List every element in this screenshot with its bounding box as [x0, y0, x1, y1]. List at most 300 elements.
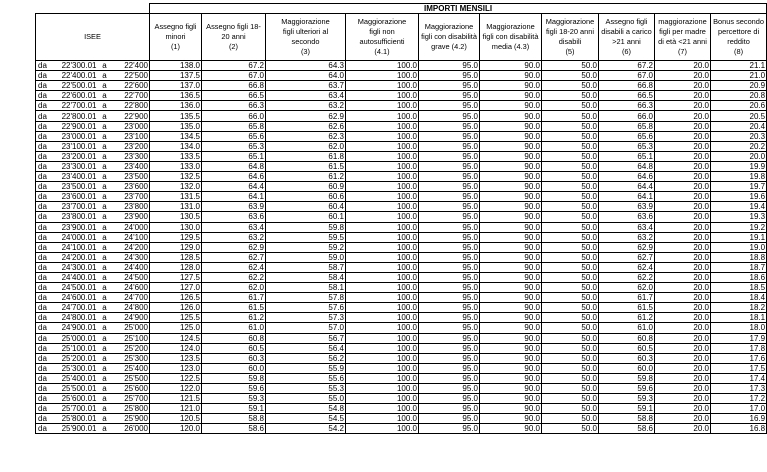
amount-cell: 65.6 [202, 131, 266, 141]
amount-cell: 18.7 [711, 262, 767, 272]
amount-cell: 60.9 [266, 182, 346, 192]
amount-cell: 63.4 [266, 91, 346, 101]
isee-a: a [98, 182, 112, 192]
amount-cell: 62.6 [266, 121, 346, 131]
amount-cell: 90.0 [480, 363, 542, 373]
amount-cell: 62.9 [266, 111, 346, 121]
isee-da: da [36, 61, 56, 71]
amount-cell: 61.5 [266, 161, 346, 171]
amount-cell: 20.0 [655, 272, 711, 282]
amount-cell: 20.0 [655, 303, 711, 313]
amount-cell: 95.0 [419, 121, 480, 131]
table-row [36, 131, 767, 141]
amount-cell: 95.0 [419, 131, 480, 141]
amount-cell: 20.0 [655, 172, 711, 182]
amount-cell: 100.0 [346, 353, 419, 363]
amount-cell: 57.8 [266, 293, 346, 303]
isee-a: a [98, 303, 112, 313]
amount-cell: 90.0 [480, 222, 542, 232]
amount-cell: 95.0 [419, 71, 480, 81]
amount-cell: 95.0 [419, 242, 480, 252]
column-header-1 [150, 14, 202, 61]
amount-cell: 100.0 [346, 192, 419, 202]
amount-cell: 20.0 [655, 232, 711, 242]
isee-a: a [98, 242, 112, 252]
table-row [36, 242, 767, 252]
isee-da: da [36, 111, 56, 121]
amount-cell: 20.3 [711, 131, 767, 141]
column-header-line: grave (4.2) [431, 42, 467, 51]
amount-cell: 20.0 [711, 151, 767, 161]
amount-cell: 20.0 [655, 262, 711, 272]
amount-cell: 95.0 [419, 262, 480, 272]
isee-from: 25'000.01 [56, 333, 98, 343]
column-header-5 [419, 14, 480, 61]
amount-cell: 50.0 [542, 131, 599, 141]
amount-cell: 62.2 [599, 272, 655, 282]
amount-cell: 90.0 [480, 414, 542, 424]
amount-cell: 20.0 [655, 81, 711, 91]
isee-from: 25'800.01 [56, 414, 98, 424]
amount-cell: 50.0 [542, 121, 599, 131]
table-row [36, 141, 767, 151]
amount-cell: 50.0 [542, 172, 599, 182]
table-row [36, 373, 767, 383]
amount-cell: 95.0 [419, 172, 480, 182]
column-header-4 [346, 14, 419, 61]
isee-from: 23'500.01 [56, 182, 98, 192]
isee-da: da [36, 404, 56, 414]
isee-from: 24'200.01 [56, 252, 98, 262]
title-spacer [36, 4, 150, 14]
amount-cell: 90.0 [480, 71, 542, 81]
amount-cell: 50.0 [542, 111, 599, 121]
amount-cell: 64.6 [202, 172, 266, 182]
isee-from: 24'700.01 [56, 303, 98, 313]
isee-da: da [36, 141, 56, 151]
amount-cell: 20.0 [655, 333, 711, 343]
isee-from: 23'400.01 [56, 172, 98, 182]
amount-cell: 19.8 [711, 172, 767, 182]
amount-cell: 19.1 [711, 232, 767, 242]
column-header-line: Bonus secondo [713, 17, 765, 26]
table-row [36, 202, 767, 212]
amount-cell: 60.0 [202, 363, 266, 373]
amount-cell: 20.5 [711, 111, 767, 121]
column-header-6 [480, 14, 542, 61]
column-header-line: autosufficienti [359, 37, 405, 46]
isee-from: 23'200.01 [56, 151, 98, 161]
isee-a: a [98, 313, 112, 323]
isee-a: a [98, 141, 112, 151]
amount-cell: 90.0 [480, 384, 542, 394]
amount-cell: 17.3 [711, 384, 767, 394]
amount-cell: 100.0 [346, 212, 419, 222]
isee-from: 22'700.01 [56, 101, 98, 111]
amount-cell: 20.0 [655, 353, 711, 363]
isee-to: 25'600 [112, 384, 150, 394]
isee-da: da [36, 353, 56, 363]
amount-cell: 50.0 [542, 202, 599, 212]
amount-cell: 59.1 [599, 404, 655, 414]
column-header-line: Maggiorazione [357, 17, 407, 26]
table-row [36, 81, 767, 91]
amount-cell: 125.5 [150, 313, 202, 323]
amount-cell: 124.0 [150, 343, 202, 353]
amount-cell: 16.9 [711, 414, 767, 424]
amount-cell: 65.3 [599, 141, 655, 151]
isee-a: a [98, 262, 112, 272]
isee-from: 24'300.01 [56, 262, 98, 272]
amount-cell: 20.0 [655, 313, 711, 323]
amount-cell: 100.0 [346, 414, 419, 424]
amount-cell: 58.1 [266, 283, 346, 293]
amount-cell: 90.0 [480, 424, 542, 434]
isee-from: 23'100.01 [56, 141, 98, 151]
amount-cell: 95.0 [419, 373, 480, 383]
amount-cell: 90.0 [480, 303, 542, 313]
amount-cell: 65.8 [202, 121, 266, 131]
isee-to: 25'900 [112, 414, 150, 424]
amount-cell: 66.0 [599, 111, 655, 121]
amount-cell: 62.7 [599, 252, 655, 262]
amount-cell: 50.0 [542, 192, 599, 202]
amount-cell: 61.0 [202, 323, 266, 333]
amount-cell: 50.0 [542, 222, 599, 232]
amount-cell: 67.0 [599, 71, 655, 81]
table-row [36, 192, 767, 202]
column-header-line: (4.1) [374, 47, 390, 56]
amount-cell: 19.2 [711, 222, 767, 232]
table-row [36, 404, 767, 414]
amount-cell: 61.2 [599, 313, 655, 323]
amount-cell: 58.4 [266, 272, 346, 282]
amount-cell: 20.0 [655, 151, 711, 161]
isee-da: da [36, 303, 56, 313]
amount-cell: 19.6 [711, 192, 767, 202]
amount-cell: 67.2 [599, 61, 655, 71]
amount-cell: 18.0 [711, 323, 767, 333]
amount-cell: 90.0 [480, 91, 542, 101]
amount-cell: 90.0 [480, 394, 542, 404]
amount-cell: 95.0 [419, 192, 480, 202]
amount-cell: 61.2 [266, 172, 346, 182]
amount-cell: 59.0 [266, 252, 346, 262]
amount-cell: 20.0 [655, 283, 711, 293]
amount-cell: 50.0 [542, 313, 599, 323]
isee-to: 23'900 [112, 212, 150, 222]
amount-cell: 20.0 [655, 91, 711, 101]
isee-a: a [98, 394, 112, 404]
amount-cell: 64.6 [599, 172, 655, 182]
column-header-line: disabili a carico [601, 27, 652, 36]
amount-cell: 17.8 [711, 343, 767, 353]
isee-da: da [36, 121, 56, 131]
amount-cell: 62.2 [202, 272, 266, 282]
amount-cell: 90.0 [480, 293, 542, 303]
amount-cell: 129.5 [150, 232, 202, 242]
isee-a: a [98, 172, 112, 182]
amount-cell: 66.8 [599, 81, 655, 91]
isee-to: 25'700 [112, 394, 150, 404]
column-header-line: reddito [727, 37, 750, 46]
amount-cell: 20.0 [655, 363, 711, 373]
amount-cell: 134.0 [150, 141, 202, 151]
isee-to: 22'600 [112, 81, 150, 91]
amount-cell: 136.0 [150, 101, 202, 111]
amount-cell: 100.0 [346, 283, 419, 293]
column-header-line: maggiorazione [658, 17, 707, 26]
amount-cell: 20.0 [655, 424, 711, 434]
isee-a: a [98, 404, 112, 414]
amount-cell: 100.0 [346, 384, 419, 394]
amount-cell: 90.0 [480, 333, 542, 343]
isee-a: a [98, 323, 112, 333]
isee-da: da [36, 373, 56, 383]
table-row [36, 222, 767, 232]
amount-cell: 65.8 [599, 121, 655, 131]
amount-cell: 20.0 [655, 404, 711, 414]
table-row [36, 71, 767, 81]
amount-cell: 58.6 [202, 424, 266, 434]
amount-cell: 20.2 [711, 141, 767, 151]
column-header-line: Assegno figli 18- [206, 22, 261, 31]
amount-cell: 50.0 [542, 151, 599, 161]
amount-cell: 67.2 [202, 61, 266, 71]
table-body [36, 61, 767, 434]
amount-cell: 63.4 [599, 222, 655, 232]
amount-cell: 66.3 [599, 101, 655, 111]
isee-from: 23'900.01 [56, 222, 98, 232]
isee-da: da [36, 262, 56, 272]
amount-cell: 65.6 [599, 131, 655, 141]
isee-da: da [36, 161, 56, 171]
isee-da: da [36, 81, 56, 91]
table-row [36, 424, 767, 434]
isee-from: 24'400.01 [56, 272, 98, 282]
column-header-9 [655, 14, 711, 61]
amount-cell: 100.0 [346, 303, 419, 313]
amount-cell: 50.0 [542, 81, 599, 91]
isee-da: da [36, 131, 56, 141]
amount-cell: 20.4 [711, 121, 767, 131]
amount-cell: 95.0 [419, 151, 480, 161]
amount-cell: 20.9 [711, 81, 767, 91]
isee-to: 22'700 [112, 91, 150, 101]
isee-to: 25'500 [112, 373, 150, 383]
amount-cell: 90.0 [480, 161, 542, 171]
table-row [36, 232, 767, 242]
amount-cell: 60.0 [599, 363, 655, 373]
isee-da: da [36, 182, 56, 192]
isee-da: da [36, 151, 56, 161]
amount-cell: 95.0 [419, 61, 480, 71]
amount-cell: 126.0 [150, 303, 202, 313]
isee-to: 24'700 [112, 293, 150, 303]
isee-to: 23'400 [112, 161, 150, 171]
amount-cell: 123.5 [150, 353, 202, 363]
amount-cell: 63.2 [202, 232, 266, 242]
column-header-line: (2) [228, 42, 239, 51]
amount-cell: 90.0 [480, 242, 542, 252]
isee-from: 23'300.01 [56, 161, 98, 171]
isee-to: 23'200 [112, 141, 150, 151]
amount-cell: 95.0 [419, 161, 480, 171]
amount-cell: 64.8 [202, 161, 266, 171]
isee-a: a [98, 363, 112, 373]
column-header-line: figli ulteriori al [282, 27, 329, 36]
isee-to: 22'500 [112, 71, 150, 81]
isee-da: da [36, 293, 56, 303]
isee-from: 25'600.01 [56, 394, 98, 404]
amount-cell: 20.0 [655, 141, 711, 151]
table-row [36, 414, 767, 424]
amount-cell: 50.0 [542, 101, 599, 111]
column-header-line: di età <21 anni [658, 37, 707, 46]
amount-cell: 100.0 [346, 182, 419, 192]
amount-cell: 20.0 [655, 121, 711, 131]
amount-cell: 50.0 [542, 262, 599, 272]
amount-cell: 61.5 [599, 303, 655, 313]
amount-cell: 58.8 [202, 414, 266, 424]
amount-cell: 100.0 [346, 333, 419, 343]
amount-cell: 137.5 [150, 71, 202, 81]
column-header-line: figli con disabilità [482, 32, 539, 41]
amount-cell: 135.0 [150, 121, 202, 131]
amount-cell: 20.6 [711, 101, 767, 111]
amount-cell: 54.2 [266, 424, 346, 434]
amount-cell: 59.8 [266, 222, 346, 232]
amount-cell: 59.8 [599, 373, 655, 383]
amount-cell: 18.6 [711, 272, 767, 282]
amount-cell: 54.8 [266, 404, 346, 414]
column-header-line: >21 anni [612, 37, 641, 46]
column-header-line: figli con disabilità [421, 32, 477, 41]
table-row [36, 101, 767, 111]
amount-cell: 95.0 [419, 141, 480, 151]
isee-from: 25'200.01 [56, 353, 98, 363]
amount-cell: 66.5 [202, 91, 266, 101]
isee-da: da [36, 222, 56, 232]
amount-cell: 55.0 [266, 394, 346, 404]
amount-cell: 54.5 [266, 414, 346, 424]
amount-cell: 20.0 [655, 131, 711, 141]
amount-cell: 100.0 [346, 151, 419, 161]
amount-cell: 100.0 [346, 293, 419, 303]
amount-cell: 20.0 [655, 61, 711, 71]
isee-a: a [98, 343, 112, 353]
amount-cell: 50.0 [542, 303, 599, 313]
amount-cell: 55.9 [266, 363, 346, 373]
amount-cell: 90.0 [480, 131, 542, 141]
amount-cell: 132.0 [150, 182, 202, 192]
isee-from: 22'800.01 [56, 111, 98, 121]
amount-cell: 66.5 [599, 91, 655, 101]
amount-cell: 62.3 [266, 131, 346, 141]
amount-cell: 20.0 [655, 192, 711, 202]
amount-cell: 50.0 [542, 414, 599, 424]
amount-cell: 60.3 [599, 353, 655, 363]
column-header-line: Maggiorazione [424, 22, 474, 31]
amount-cell: 50.0 [542, 272, 599, 282]
isee-da: da [36, 363, 56, 373]
amount-cell: 90.0 [480, 141, 542, 151]
amount-cell: 65.3 [202, 141, 266, 151]
isee-to: 24'200 [112, 242, 150, 252]
amount-cell: 137.0 [150, 81, 202, 91]
amount-cell: 127.5 [150, 272, 202, 282]
table-row [36, 252, 767, 262]
amount-cell: 95.0 [419, 182, 480, 192]
amount-cell: 95.0 [419, 343, 480, 353]
amount-cell: 60.3 [202, 353, 266, 363]
amount-cell: 95.0 [419, 384, 480, 394]
amount-cell: 100.0 [346, 202, 419, 212]
isee-to: 25'100 [112, 333, 150, 343]
column-header-line: figli non [369, 27, 395, 36]
amount-cell: 122.5 [150, 373, 202, 383]
amount-cell: 100.0 [346, 71, 419, 81]
table-row [36, 121, 767, 131]
column-header-line: figli 18-20 anni [545, 27, 595, 36]
amounts-sheet [35, 3, 766, 434]
isee-da: da [36, 343, 56, 353]
amount-cell: 90.0 [480, 111, 542, 121]
isee-to: 23'100 [112, 131, 150, 141]
amount-cell: 50.0 [542, 353, 599, 363]
amount-cell: 62.4 [599, 262, 655, 272]
amount-cell: 20.0 [655, 373, 711, 383]
amount-cell: 63.4 [202, 222, 266, 232]
amount-cell: 20.0 [655, 101, 711, 111]
isee-da: da [36, 384, 56, 394]
amount-cell: 100.0 [346, 242, 419, 252]
amount-cell: 95.0 [419, 212, 480, 222]
table-row [36, 323, 767, 333]
amount-cell: 50.0 [542, 384, 599, 394]
amount-cell: 17.6 [711, 353, 767, 363]
amount-cell: 90.0 [480, 353, 542, 363]
amount-cell: 20.8 [711, 91, 767, 101]
isee-from: 22'600.01 [56, 91, 98, 101]
amount-cell: 55.3 [266, 384, 346, 394]
amount-cell: 63.6 [202, 212, 266, 222]
amount-cell: 59.5 [266, 232, 346, 242]
amount-cell: 90.0 [480, 81, 542, 91]
amount-cell: 62.7 [202, 252, 266, 262]
column-header-line: disabili [558, 37, 582, 46]
amount-cell: 95.0 [419, 111, 480, 121]
amount-cell: 100.0 [346, 232, 419, 242]
isee-from: 24'100.01 [56, 242, 98, 252]
amount-cell: 64.3 [266, 61, 346, 71]
isee-da: da [36, 212, 56, 222]
amount-cell: 21.0 [711, 71, 767, 81]
amount-cell: 20.0 [655, 222, 711, 232]
amount-cell: 16.8 [711, 424, 767, 434]
amount-cell: 50.0 [542, 242, 599, 252]
isee-to: 23'300 [112, 151, 150, 161]
amount-cell: 95.0 [419, 232, 480, 242]
amount-cell: 66.8 [202, 81, 266, 91]
amount-cell: 17.0 [711, 404, 767, 414]
isee-to: 25'200 [112, 343, 150, 353]
column-header-line: (5) [565, 47, 575, 56]
amount-cell: 50.0 [542, 363, 599, 373]
amount-cell: 50.0 [542, 293, 599, 303]
amount-cell: 58.7 [266, 262, 346, 272]
column-header-line: minori [165, 32, 186, 41]
